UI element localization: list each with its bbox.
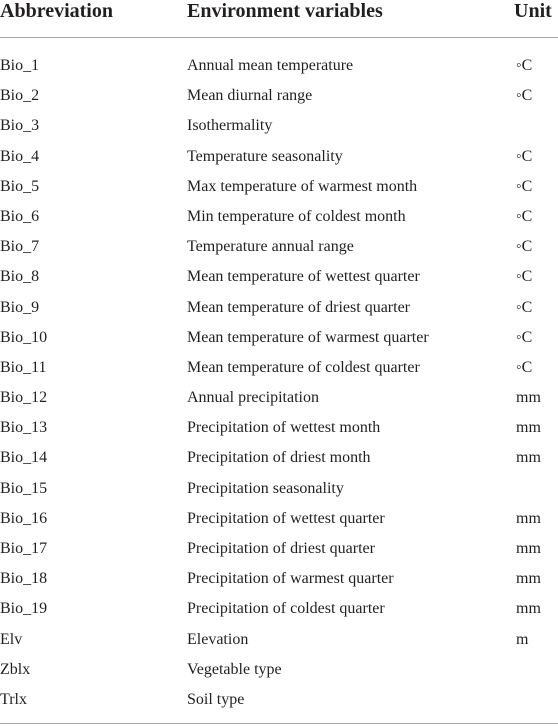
cell-environment-variable: Vegetable type	[187, 660, 282, 678]
cell-abbreviation: Bio_19	[0, 600, 48, 618]
table-row	[0, 354, 558, 384]
cell-environment-variable: Isothermality	[187, 117, 273, 135]
cell-unit: mm	[516, 540, 541, 557]
table-row	[0, 263, 558, 293]
cell-environment-variable: Annual mean temperature	[187, 57, 354, 74]
cell-unit: mm	[516, 449, 541, 467]
cell-environment-variable: Precipitation of wettest quarter	[187, 509, 385, 527]
cell-abbreviation: Bio_16	[0, 509, 48, 527]
header-abbreviation: Abbreviation	[0, 0, 113, 22]
cell-environment-variable: Precipitation of coldest quarter	[187, 600, 385, 618]
header-environment-variables: Environment variables	[187, 0, 383, 22]
table-row	[0, 324, 558, 354]
table-row	[0, 203, 558, 233]
header-divider	[0, 37, 558, 38]
cell-environment-variable: Mean temperature of driest quarter	[187, 298, 411, 316]
table-row	[0, 505, 558, 535]
cell-environment-variable: Precipitation of driest quarter	[187, 540, 375, 557]
cell-unit: ◦C	[516, 57, 533, 74]
cell-environment-variable: Mean temperature of coldest quarter	[187, 358, 420, 376]
cell-unit: mm	[516, 389, 541, 407]
cell-abbreviation: Bio_17	[0, 540, 48, 557]
cell-environment-variable: Precipitation of driest month	[187, 449, 371, 467]
cell-environment-variable: Temperature seasonality	[187, 147, 343, 165]
cell-abbreviation: Zblx	[0, 660, 31, 678]
table-row	[0, 82, 558, 112]
table-bottom-rule	[0, 723, 558, 724]
cell-abbreviation: Elv	[0, 630, 23, 648]
cell-environment-variable: Annual precipitation	[187, 389, 319, 407]
cell-unit: mm	[516, 509, 541, 527]
table-row	[0, 565, 558, 595]
cell-unit: ◦C	[516, 358, 533, 376]
cell-abbreviation: Bio_13	[0, 419, 48, 437]
cell-environment-variable: Soil type	[187, 690, 245, 708]
table-row	[0, 656, 558, 686]
cell-environment-variable: Precipitation of warmest quarter	[187, 570, 394, 588]
cell-abbreviation: Bio_14	[0, 449, 48, 467]
table-row	[0, 294, 558, 324]
cell-abbreviation: Bio_10	[0, 328, 48, 346]
header-unit: Unit	[514, 0, 552, 22]
cell-unit: ◦C	[516, 87, 533, 105]
cell-environment-variable: Min temperature of coldest month	[187, 207, 406, 225]
cell-environment-variable: Mean temperature of warmest quarter	[187, 328, 429, 346]
cell-unit: m	[516, 630, 529, 648]
cell-abbreviation: Bio_8	[0, 268, 40, 286]
table-row	[0, 52, 558, 82]
cell-environment-variable: Elevation	[187, 630, 249, 648]
table-row	[0, 384, 558, 414]
cell-environment-variable: Mean diurnal range	[187, 87, 313, 105]
cell-environment-variable: Mean temperature of wettest quarter	[187, 268, 420, 286]
cell-unit: ◦C	[516, 147, 533, 165]
cell-unit: ◦C	[516, 207, 533, 225]
cell-abbreviation: Bio_18	[0, 570, 48, 588]
cell-abbreviation: Bio_5	[0, 177, 40, 195]
table-row	[0, 112, 558, 142]
cell-unit: ◦C	[516, 177, 533, 195]
cell-abbreviation: Bio_3	[0, 117, 40, 135]
cell-unit: mm	[516, 570, 541, 588]
table-row	[0, 414, 558, 444]
cell-unit: mm	[516, 419, 541, 437]
cell-environment-variable: Temperature annual range	[187, 238, 354, 256]
cell-abbreviation: Bio_7	[0, 238, 40, 256]
cell-abbreviation: Bio_12	[0, 389, 48, 407]
cell-abbreviation: Bio_2	[0, 87, 40, 105]
cell-environment-variable: Precipitation of wettest month	[187, 419, 381, 437]
table-row	[0, 143, 558, 173]
cell-environment-variable: Max temperature of warmest month	[187, 177, 418, 195]
table-row	[0, 626, 558, 656]
cell-abbreviation: Bio_4	[0, 147, 40, 165]
table-header-row	[0, 0, 558, 38]
cell-abbreviation: Bio_9	[0, 298, 40, 316]
cell-abbreviation: Bio_1	[0, 57, 40, 74]
table-row	[0, 475, 558, 505]
cell-unit: ◦C	[516, 268, 533, 286]
cell-environment-variable: Precipitation seasonality	[187, 479, 344, 497]
cell-abbreviation: Bio_6	[0, 207, 40, 225]
cell-abbreviation: Bio_15	[0, 479, 48, 497]
table-row	[0, 595, 558, 625]
cell-unit: ◦C	[516, 328, 533, 346]
cell-abbreviation: Trlx	[0, 690, 27, 708]
cell-abbreviation: Bio_11	[0, 358, 47, 376]
cell-unit: ◦C	[516, 298, 533, 316]
table-row	[0, 173, 558, 203]
table-body	[0, 52, 558, 716]
table-row	[0, 686, 558, 716]
table-row	[0, 444, 558, 474]
table-row	[0, 535, 558, 565]
table-row	[0, 233, 558, 263]
cell-unit: mm	[516, 600, 541, 618]
cell-unit: ◦C	[516, 238, 533, 256]
